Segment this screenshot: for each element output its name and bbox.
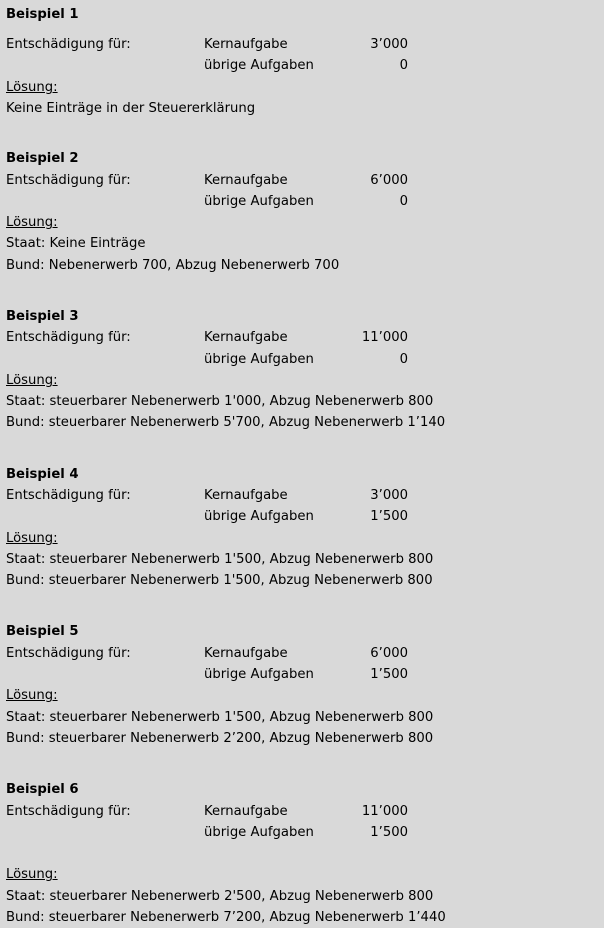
compensation-row-core	[6, 34, 596, 55]
compensation-label: Entschädigung für:	[6, 173, 131, 188]
core-task-label: Kernaufgabe	[204, 330, 288, 345]
solution-label: Lösung:	[6, 531, 58, 546]
core-task-amount: 3’000	[370, 37, 408, 52]
core-task-label: Kernaufgabe	[204, 646, 288, 661]
solution-label: Lösung:	[6, 80, 58, 95]
compensation-row-other	[6, 349, 596, 370]
example-title: Beispiel 2	[6, 151, 79, 166]
other-tasks-amount: 0	[399, 58, 408, 73]
other-tasks-label: übrige Aufgaben	[204, 352, 314, 367]
solution-label: Lösung:	[6, 215, 58, 230]
other-tasks-amount: 1’500	[370, 825, 408, 840]
other-tasks-label: übrige Aufgaben	[204, 825, 314, 840]
compensation-row-other	[6, 55, 596, 76]
compensation-row-core	[6, 801, 596, 822]
solution-label: Lösung:	[6, 373, 58, 388]
compensation-row-core	[6, 643, 596, 664]
solution-line: Staat: steuerbarer Nebenerwerb 1'500, Abzug Nebenerwerb 800	[6, 552, 434, 567]
solution-line: Bund: Nebenerwerb 700, Abzug Nebenerwerb 700	[6, 258, 340, 273]
other-tasks-amount: 1’500	[370, 509, 408, 524]
solution-label: Lösung:	[6, 867, 58, 882]
compensation-label: Entschädigung für:	[6, 488, 131, 503]
solution-line: Bund: steuerbarer Nebenerwerb 1'500, Abzug Nebenerwerb 800	[6, 573, 433, 588]
solution-line: Staat: Keine Einträge	[6, 236, 146, 251]
other-tasks-amount: 1’500	[370, 667, 408, 682]
core-task-label: Kernaufgabe	[204, 804, 288, 819]
core-task-amount: 11’000	[361, 330, 408, 345]
compensation-label: Entschädigung für:	[6, 37, 131, 52]
example-title: Beispiel 4	[6, 467, 79, 482]
example-title: Beispiel 1	[6, 7, 79, 22]
compensation-row-core	[6, 327, 596, 348]
core-task-amount: 6’000	[370, 646, 408, 661]
solution-line: Bund: steuerbarer Nebenerwerb 7’200, Abzug Nebenerwerb 1’440	[6, 910, 446, 925]
compensation-row-other	[6, 191, 596, 212]
core-task-amount: 11’000	[361, 804, 408, 819]
example-title: Beispiel 3	[6, 309, 79, 324]
core-task-label: Kernaufgabe	[204, 488, 288, 503]
compensation-label: Entschädigung für:	[6, 646, 131, 661]
core-task-amount: 3’000	[370, 488, 408, 503]
solution-line: Staat: steuerbarer Nebenerwerb 1'000, Abzug Nebenerwerb 800	[6, 394, 434, 409]
compensation-row-other	[6, 506, 596, 527]
compensation-row-other	[6, 822, 596, 843]
other-tasks-label: übrige Aufgaben	[204, 667, 314, 682]
other-tasks-amount: 0	[399, 194, 408, 209]
example-title: Beispiel 5	[6, 624, 79, 639]
solution-line: Staat: steuerbarer Nebenerwerb 2'500, Abzug Nebenerwerb 800	[6, 889, 434, 904]
other-tasks-label: übrige Aufgaben	[204, 194, 314, 209]
solution-line: Bund: steuerbarer Nebenerwerb 2’200, Abzug Nebenerwerb 800	[6, 731, 434, 746]
compensation-label: Entschädigung für:	[6, 330, 131, 345]
core-task-label: Kernaufgabe	[204, 37, 288, 52]
solution-line: Bund: steuerbarer Nebenerwerb 5'700, Abzug Nebenerwerb 1’140	[6, 415, 446, 430]
solution-label: Lösung:	[6, 688, 58, 703]
example-title: Beispiel 6	[6, 782, 79, 797]
solution-line: Staat: steuerbarer Nebenerwerb 1'500, Abzug Nebenerwerb 800	[6, 710, 434, 725]
compensation-row-core	[6, 485, 596, 506]
compensation-row-other	[6, 664, 596, 685]
compensation-label: Entschädigung für:	[6, 804, 131, 819]
other-tasks-label: übrige Aufgaben	[204, 509, 314, 524]
solution-line: Keine Einträge in der Steuererklärung	[6, 101, 256, 116]
compensation-row-core	[6, 170, 596, 191]
core-task-amount: 6’000	[370, 173, 408, 188]
other-tasks-label: übrige Aufgaben	[204, 58, 314, 73]
core-task-label: Kernaufgabe	[204, 173, 288, 188]
other-tasks-amount: 0	[399, 352, 408, 367]
